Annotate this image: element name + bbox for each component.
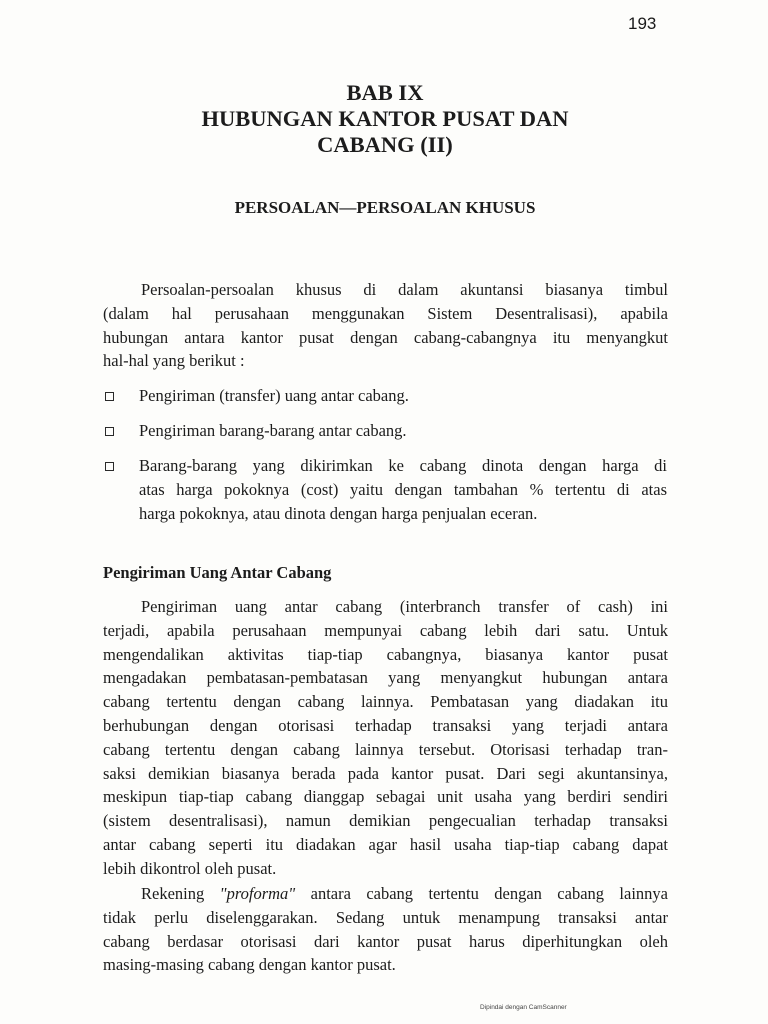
text-line: hubungan antara kantor pusat dengan cabang-cabangnya itu menyangkut — [103, 327, 668, 347]
text-line: saksi demikian biasanya berada pada kantor pusat. Dari segi akuntansinya, — [103, 763, 668, 783]
intro-paragraph — [103, 278, 668, 373]
text-line: (sistem desentralisasi), namun demikian pengecualian terhadap transaksi — [103, 811, 668, 831]
text-line: (dalam hal perusahaan menggunakan Sistem Desentralisasi), apabila — [103, 303, 668, 323]
checkbox-square-icon — [105, 427, 114, 436]
text-line: cabang berdasar otorisasi dari kantor pusat harus diperhitungkan oleh — [103, 931, 668, 951]
body-paragraph — [103, 882, 668, 977]
text-line: cabang tertentu dengan cabang lainnya. Pembatasan yang diadakan itu — [103, 692, 668, 712]
text-run: antara cabang tertentu dengan cabang lainnya — [295, 884, 668, 903]
checkbox-square-icon — [105, 392, 114, 401]
italic-term: "proforma" — [219, 884, 296, 903]
checkbox-square-icon — [105, 462, 114, 471]
text-line: terjadi, apabila perusahaan mempunyai cabang lebih dari satu. Untuk — [103, 620, 668, 640]
body-paragraph — [103, 595, 668, 881]
section-subtitle: PERSOALAN—PERSOALAN KHUSUS — [234, 198, 536, 217]
text-line: Pengiriman (transfer) uang antar cabang. — [139, 386, 409, 405]
text-line: Pengiriman uang antar cabang (interbranch transfer of cash) ini — [141, 597, 668, 616]
text-line: Barang-barang yang dikirimkan ke cabang dinota dengan harga di — [139, 456, 667, 475]
chapter-number: BAB IX — [346, 80, 424, 105]
text-line: mengendalikan aktivitas tiap-tiap cabangnya, biasanya kantor pusat — [103, 644, 668, 664]
scanner-watermark: Dipindai dengan CamScanner — [480, 1004, 567, 1011]
text-line: meskipun tiap-tiap cabang dianggap sebagai unit usaha yang berdiri sendiri — [103, 787, 668, 807]
text-line: tidak perlu diselenggarakan. Sedang untuk menampung transaksi antar — [103, 907, 668, 927]
text-line: Persoalan-persoalan khusus di dalam akuntansi biasanya timbul — [141, 280, 668, 299]
text-line — [103, 882, 668, 906]
chapter-title-line-2: CABANG (II) — [317, 132, 453, 157]
text-line: Pengiriman barang-barang antar cabang. — [139, 421, 407, 440]
text-line: hal-hal yang berikut : — [103, 351, 245, 371]
chapter-title-line-1: HUBUNGAN KANTOR PUSAT DAN — [201, 106, 569, 131]
chapter-title — [120, 80, 650, 158]
text-line: mengadakan pembatasan-pembatasan yang menyangkut hubungan antara — [103, 668, 668, 688]
text-line: atas harga pokoknya (cost) yaitu dengan tambahan % tertentu di atas — [139, 479, 667, 499]
text-line: cabang tertentu dengan cabang lainnya tersebut. Otorisasi terhadap tran- — [103, 739, 668, 759]
text-line: lebih dikontrol oleh pusat. — [103, 858, 277, 878]
page-number: 193 — [628, 14, 657, 33]
text-line: antar cabang seperti itu diadakan agar hasil usaha tiap-tiap cabang dapat — [103, 834, 668, 854]
section-heading: Pengiriman Uang Antar Cabang — [103, 563, 332, 582]
text-run: Rekening — [141, 884, 220, 903]
text-line: berhubungan dengan otorisasi terhadap transaksi yang terjadi antara — [103, 715, 668, 735]
text-line: masing-masing cabang dengan kantor pusat. — [103, 955, 396, 975]
text-line: harga pokoknya, atau dinota dengan harga penjualan eceran. — [139, 503, 538, 523]
